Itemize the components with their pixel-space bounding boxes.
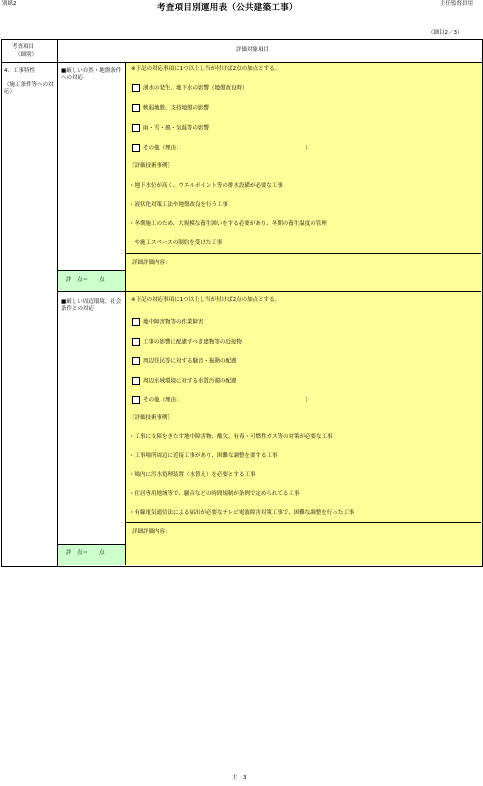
check-label: 湧水の発生、地下水の影響（地盤改良時） <box>143 85 248 92</box>
section1-check-3[interactable] <box>132 124 209 132</box>
checkbox[interactable] <box>132 377 140 385</box>
section1-check-2[interactable] <box>132 104 209 112</box>
section2-detail-label: 詳細評価内容： <box>132 529 171 535</box>
section2-intro: ※下記の対応事項に1つ以上し当が付けば2点の加点とする。 <box>131 297 281 303</box>
check-label: その他（理由： ） <box>143 145 311 152</box>
check-label: その他（理由： ） <box>143 397 311 404</box>
check-label: 周辺水域環境に対する水質汚濁の配慮 <box>143 378 237 385</box>
section2-heading: ■厳しい周辺環境、社会条件との対応 <box>61 299 122 312</box>
section2-score-divider <box>58 544 125 545</box>
section2-example-heading: ［評価技術事例］ <box>129 415 174 421</box>
checkbox[interactable] <box>132 338 140 346</box>
section2-criteria-cell <box>126 292 481 522</box>
section2-check-2[interactable] <box>132 338 242 346</box>
section2-example-4: ・住居専用地域等で、騒音などの時間規制が条例で定められてる工事 <box>129 491 300 497</box>
checkbox[interactable] <box>132 124 140 132</box>
section2-example-3: ・場内に汚水処理装置（水替え）を必要とする工事 <box>129 472 256 478</box>
column-header-item-sub: （細別） <box>15 52 38 58</box>
column-header-target: 評価対象項目 <box>236 47 270 53</box>
section1-check-1[interactable] <box>132 84 248 92</box>
checkbox[interactable] <box>132 396 140 404</box>
checkbox[interactable] <box>132 144 140 152</box>
section1-example-heading: ［評価技術事例］ <box>129 163 174 169</box>
section2-detail-cell <box>126 523 481 565</box>
section2-example-1: ・工事に支障をきたす地中障害物、酸欠、有毒・可燃性ガス等の対策が必要な工事 <box>129 434 333 440</box>
check-label: 軟弱地盤、支持地盤の影響 <box>143 105 210 112</box>
section1-example-2: ・液状化対策工法や地盤改良を行う工事 <box>129 202 229 208</box>
page-ref: （細目2／3） <box>428 30 463 36</box>
section2-example-5: ・有線電気通信法による届出が必要なテレビ電波障害対策工事で、困難な調整を行った工事 <box>129 510 355 516</box>
section2-example-2: ・工事場所周辺に近接工事があり、困難な調整を要する工事 <box>129 453 278 459</box>
section1-intro: ※下記の対応事項に1つ以上し当が付けば2点の加点とする。 <box>131 66 281 72</box>
check-label: 地中障害物等の作業障害 <box>143 319 204 326</box>
column-header-item: 考査項目 <box>12 44 35 50</box>
category-name: 4．工事特性 <box>4 68 35 74</box>
check-label: 周辺住民等に対する騒音・振動の配慮 <box>143 358 237 365</box>
section1-score-divider <box>58 270 125 271</box>
section1-example-1: ・地下水位が高く、ウエルポイント等の排水設備が必要な工事 <box>129 183 283 189</box>
checkbox[interactable] <box>132 84 140 92</box>
section2-check-4[interactable] <box>132 377 237 385</box>
column-divider <box>57 39 58 566</box>
category-sub: （施工条件等への対応） <box>4 82 54 95</box>
checkbox[interactable] <box>132 104 140 112</box>
check-label: 工事の影響に配慮すべき建物等の近接物 <box>143 339 242 346</box>
section2-check-1[interactable] <box>132 318 204 326</box>
page-number: 主 3 <box>232 775 247 781</box>
checkbox[interactable] <box>132 318 140 326</box>
section1-example-4: や施工スペースの制約を受けた工事 <box>129 240 223 246</box>
checkbox[interactable] <box>132 357 140 365</box>
page-title: 考査項目別運用表（公共建築工事） <box>157 3 298 13</box>
section1-detail-label: 詳細評価内容： <box>132 260 171 266</box>
annex-label: 別紙2 <box>2 1 17 7</box>
section1-check-4[interactable] <box>132 144 311 152</box>
role-label: 主任監督員用 <box>440 1 474 7</box>
section1-score: 評 点＝ 点 <box>66 277 105 283</box>
section2-score: 評 点＝ 点 <box>66 550 105 556</box>
section2-check-5[interactable] <box>132 396 311 404</box>
check-label: 雨・雪・風・気温等の影響 <box>143 125 210 132</box>
section2-check-3[interactable] <box>132 357 237 365</box>
section1-example-3: ・冬期施工のため、大規模な養生囲いをする必要があり、冬期の養生温度の管理 <box>129 221 327 227</box>
section1-heading: ■厳しい自然・地盤条件への対応 <box>61 68 122 81</box>
section1-detail-cell <box>126 254 481 291</box>
